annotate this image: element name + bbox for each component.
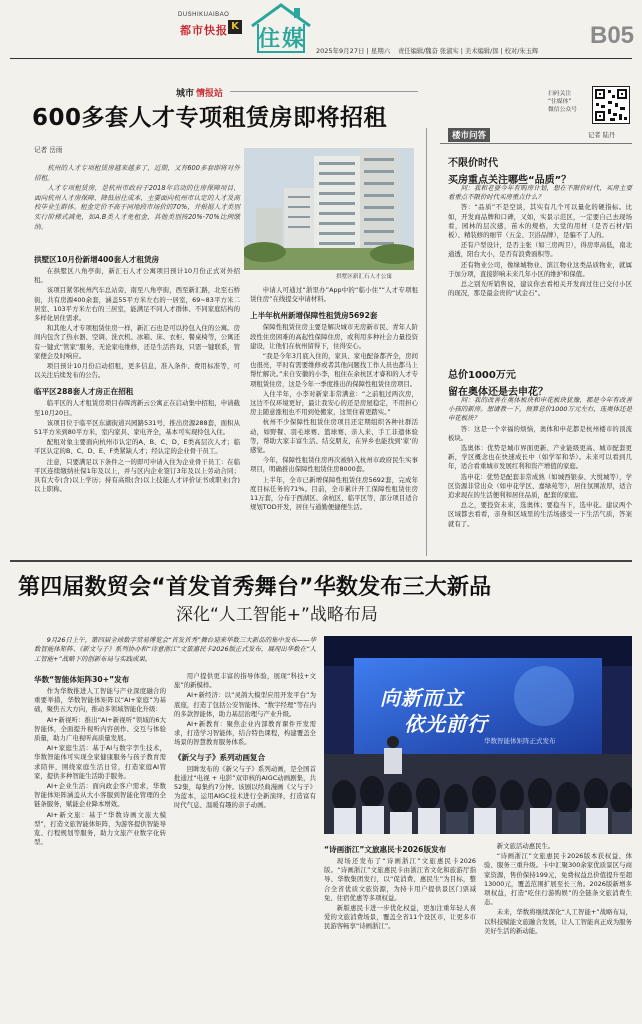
para: 新文旅活动惠民生。: [496, 842, 555, 850]
answer-text: 答：这是一个幸福的烦恼，奥体和申花都是杭州楼市的顶流板块。: [448, 424, 632, 442]
market-column-label: 楼市问答: [448, 128, 490, 142]
para: 回眸发布的《新父与子》系列动画，是全国首批通过“电视 + 电影”双审核的AIGC动画剧集，共52集，每集约7分钟。该剧以经典漫画《父与子》为蓝本，运用AIGC技术进行全新演绎，打造富有时代气息、温暖有趣的亲子动画。: [174, 764, 316, 810]
para: 作为华数推进人工智能与产业深度融合的重要举措，华数智能体矩阵以“AI+家庭”为基础，聚焦五大方向，推动多领域智能化升级：: [34, 687, 166, 714]
para: 用户提供更丰富的指导体验，展现“科技+文旅”的新模样。: [174, 672, 316, 690]
masthead: [0, 0, 642, 62]
para: 新版惠民卡进一步优化权益，更加注重年轻人喜爱的文旅消费场景，覆盖全省11个设区市，让更多市民游客畅享“诗画浙江”。: [324, 904, 476, 931]
article1-col1: [34, 252, 240, 495]
article2-col3: [324, 842, 476, 933]
para: 注意，只要满足以下条件之一的即可申请入住为企业骨干员工：在临平区连续缴纳社保1年及以上，并与区内企业签订3年及以上劳动合同；具有大专(含)以上学历；持有高级(含)以上技能人才评价证书或职业(含)以上职称。: [34, 457, 240, 494]
city-label: 城市: [176, 89, 195, 99]
section-name: 住媒: [258, 27, 307, 52]
market-title1-line: 不限价时代: [448, 158, 498, 169]
apartment-photo: [244, 148, 414, 270]
article2-title: 第四届数贸会“首发首秀舞台”华数发布三大新品: [18, 575, 492, 600]
subhead-hangzhou: 上半年杭州新增保障性租赁房5692套: [250, 311, 378, 321]
masthead-paper-name: 都市快报: [180, 24, 228, 37]
launch-event-photo: [324, 636, 632, 834]
qr-caption: [548, 90, 577, 114]
market-title-2: [448, 366, 548, 398]
paper-logo-icon: [228, 20, 242, 34]
article1-col2: [250, 286, 418, 513]
masthead-pinyin: DUSHIKUAIBAO: [178, 12, 230, 18]
para: AI+新文旅：基于“华数诗画文旅大模型”，打造文旅智能体矩阵，为游客提供智能导览、行程规划等服务，助力文旅产业数字化转型。: [34, 810, 166, 847]
para: AI+新视听：推出“AI+新视听”领域的6大智能体，全面提升视听内容创作、交互与体验质量，助力广电视听高质量发展。: [34, 715, 166, 743]
para: AI+新教育：聚焦企业内部教育课件开发需求，打造学习智能体，结合特色课程，构建覆盖全场景的智慧教育服务体系。: [174, 720, 316, 747]
para: 保障性租赁住房主要是解决城市无房新市民、青年人阶段性住房困难的高起性保障住房，或利用多种社会力量投资建设，让他们在杭州留得下，住得安心。: [250, 323, 418, 350]
answer-text: 总之别光听销售说，建议你去看相关开发商过往已交付小区的现况，那是最金贵的“试金石”。: [448, 280, 632, 298]
article2-col4: [484, 842, 632, 937]
qr-line2: “住媒体”: [548, 99, 572, 105]
subhead-father-son: 《新父与子》系列动画复合: [174, 752, 266, 762]
article2-lead-text: 9月26日上午，第四届全球数字贸易博览会“首发首秀”舞台迎来华数三大新品的集中发布——华数智能体矩阵、《新文与子》系列协办和“诗意浙江”文旅惠民卡2026版正式发布，展现出华数在“人工智能+”战略下的创新布局与实践成果。: [34, 636, 316, 663]
article2-lead: [34, 636, 316, 665]
article2-col1: [34, 672, 166, 848]
para: 申请人可通过“浙里办”App中的“临小住”“人才专项租赁住房”在线提交申请材料。: [250, 286, 418, 304]
para: AI+企业生活：面向政企客户需求，华数智能体矩阵涵盖从大小客服到智能化管理的全链条服务，赋能企业降本增效。: [34, 782, 166, 809]
answer-text: 总之，要投资未来，选奥体；要稳当下，选申花。建议两个区域都去看看，亲身和区域里的生活场感受一下生活气质，答案就有了。: [448, 501, 632, 528]
para: 该项目位于临平区东湖街道兴园路531号，推出房源288套，面积从51平方米到80平方米，室内家具、家电齐全，基本可实现拎包入住。: [34, 418, 240, 437]
article1-byline: 记者 岳雨: [34, 146, 63, 154]
article2-subtitle: 深化“人工智能+”战略布局: [176, 605, 378, 625]
para: 入住半年，小李对新家非常满意：“之前租过两次房，这边不仅环境更好，最让我安心的还是房屋稳定，不用担心房主随意涨租也不用到处搬家，这里住着更踏实。”: [250, 389, 418, 417]
para: 现场还发布了“诗画浙江”文旅惠民卡2026版。“诗画浙江”文旅惠民卡由浙江省文化和旅游厅指导、华数集团发行，以“促消费、惠民生”为目标，整合全省优质文旅资源，为持卡用户提供景区门票减免、住宿优惠等多项权益。: [324, 857, 476, 902]
market-qa-2: [448, 396, 632, 530]
article1-lead: [34, 164, 240, 233]
stage-screen-line1: 向新而立: [380, 686, 464, 710]
qr-line3: 微信公众号: [548, 107, 577, 113]
answer-text: 选奥体：优势是城市界面更新、产业能级更高、城市配套更新，学区概念也在快速成长中（如学军和华）。未来可以看到几年，适合看重城市发展红利和资产增值的家庭。: [448, 444, 632, 471]
market-title4-line: 留在奥体还是去申花？: [448, 387, 548, 398]
para: “诗画浙江”文旅惠民卡2026版本获权益、体验、服务三重升级。卡中汇聚300余家优质景区与商家资源，售价保持199元，免费权益总价值提升至超13000元，覆盖范围扩展至长三角。2026版新增多项权益，打造“吃住行游购娱”的全链条文旅消费生态。: [484, 852, 632, 907]
stage-screen-small: 华数智能体矩阵正式发布: [484, 737, 556, 745]
para: 配租对象主要面向杭州市认定的A、B、C、D、E类高层次人才；临平区认定的B、C、D、E、F类紧缺人才；经认定的企业骨干员工。: [34, 438, 240, 456]
stage-screen-line2: 依光前行: [404, 712, 488, 736]
editor-credits: 责任编辑/魏奋 张淑实 | 美术编辑/郎 | 校对/朱玉辉: [398, 48, 539, 55]
city-section-label: [176, 86, 223, 99]
para: 今年，保障性租赁住房再次被纳入杭州市政府民生实事项目，明确推出保障性租赁住房8000套。: [250, 456, 418, 474]
para: AI+家庭生活：基于AI与数字孪生技术，华数智能体可实现全家健康服务与孩子教育需求陪伴，围绕家庭生活日常，打造家庭AI管家，提供多种智能生活助手服务。: [34, 744, 166, 780]
para: 未来，华数将继续深化“人工智能+”战略布局，以科技赋能文旅融合发展，让人工智能真正成为服务美好生活的新动能。: [484, 908, 632, 935]
answer-text: 选申花：优势是配套非常成熟（如城西银泰、大悦城等），学区资源非常出众（如申花学区、嘉绿苑等），居住氛围浓厚，适合追求现在的生活便利和居住品质，配套的家庭。: [448, 472, 632, 500]
para: 临平区的人才租赁房项目春晖湾新云公寓正在启动集中招租，申请截至10月20日。: [34, 399, 240, 417]
answer-text: 还有物业公司，像绿城物业、滨江物业这类品质物业，就属于加分项，直接影响未来几年小区的维护和保值。: [448, 260, 632, 278]
article2-col2: [174, 672, 316, 812]
para: 上半年，全市已新增保障性租赁住房5692套，完成年度目标任务的71%。目前，全市累计开工保障性租赁住房11万套，分布于西湖区、余杭区、临平区等，部分项目适合规划TOD开发，居住与通勤便捷便生活。: [250, 475, 418, 512]
subhead-culture-card: “诗画浙江”文旅惠民卡2026版发布: [324, 845, 447, 854]
market-reporter: 记者 陆丹: [588, 132, 616, 139]
subhead-gongshu: 拱墅区10月份新增400套人才租赁房: [34, 255, 160, 264]
market-title3-line: 总价1000万元: [448, 370, 516, 381]
question-text: 问：我的改善在奥体板块和申花板块犹豫，都是今年有改善小孩的新房。想请教一下，预算总价1000万元左右，选奥体还是申花板块？: [448, 396, 632, 423]
market-title-1: [448, 154, 571, 186]
para: 项目预计10月份启动招租，更多信息，准入条件、费用标准等，可以关注后续发布的公告。: [34, 362, 240, 380]
article1-lead-text: 杭州的人才专项租赁房越来越多了，近期，又有600多套即将对外招租。: [34, 164, 240, 182]
answer-text: 答：“品质”不是空谈，其实有几个可以量化的硬指标。比如，开发商品牌和口碑，又如，实景示范区，一定要自己去现场看，园林的层次感，苗木的规格，大堂的用材（是否石材/铝板）、精装修的细节（五金、卫浴品牌），是骗不了人的。: [448, 203, 632, 240]
qr-code-icon[interactable]: [592, 86, 630, 124]
para: “我是今年3月底入住的，家具、家电配备都齐全，房间也很亮，平时有需要维修或者其他问题找工作人员也都马上帮忙解决。”来自安徽的小李，租住在余杭区才睿和的人才专项租赁住房，这是今年一季度推出的保障性租赁住房项目。: [250, 352, 418, 388]
answer-text: 还有户型设计，是否主张（如三房两卫），得房率高低，南北通透，阳台大小，是否有浪费面积等。: [448, 241, 632, 259]
para: 和其他人才专项租赁住房一样，新汇石也是可以拎包入住的公寓。房间内包含了热水器、空调、洗衣机、冰箱、床、衣柜、餐桌椅等，公寓还有一键式“管家”服务，无论家电维修，还是生活咨询，只需一键联系，管家便会及时响应。: [34, 324, 240, 360]
market-qa-1: [448, 184, 632, 299]
qr-line1: 扫码关注: [548, 91, 572, 97]
question-text: 问：我和老婆今年有购房计划，想在不限价时代，买房主要看重点不限价时代买房重点什么？: [448, 184, 632, 202]
para: AI+新经济：以“灵鸽大模型应用开发平台”为底座，打造了包括公安智能体、“数字经理”等在内的多款智能体，助力基层治理与产业升级。: [174, 691, 316, 718]
market-title2-line: 买房重点关注哪些“品质”？: [448, 175, 572, 186]
article1-intro-text: 人才专项租赁房，是杭州市政府于2018年启动的住房保障项目，面向杭州人才房保障、降低居住成本，主要面向杭州市认定的人才及高校毕业生群体。租金定价不高于同地段市场价的70%，并根据人才类别实行阶梯式减免，如A.B类人才免租金，其他类别按20%-70%比例缴纳。: [34, 184, 240, 231]
issue-date: 2025年9月27日 | 星期六: [316, 47, 391, 55]
article1-title: 600多套人才专项租赁房即将招租: [32, 105, 388, 131]
para: 在拱墅区八角亭街，新汇石人才公寓项目预计10月份正式对外招租。: [34, 267, 240, 285]
photo-caption: 拱墅区新汇石人才公寓: [336, 274, 392, 280]
para: 杭州不少保障性租赁住房项目还定期组织各种社群活动，如野餐、羽毛球赛、篮球赛、亲人来、手工非遗体验等，帮助大家丰富生活、结交朋友，在异乡也能找到‘家’的感觉。: [250, 418, 418, 455]
page-number: B05: [590, 22, 635, 49]
city-tag: 情报站: [196, 89, 224, 99]
subhead-agent-matrix: 华数“智能体矩阵30+”发布: [34, 675, 130, 684]
logo-letter: K: [231, 21, 239, 32]
para: 该项目紧邻杭州汽车总站旁，南至八角亭街，西至新汇路，北至石桥街，共有房源400余套，涵盖55平方米左右的一居室，69~83平方米二居室、103平方米左右的三居室，能满足不同人才群体、不同家庭结构的多样化居住需求。: [34, 286, 240, 323]
subhead-linping: 临平区288套人才房正在招租: [34, 387, 134, 397]
